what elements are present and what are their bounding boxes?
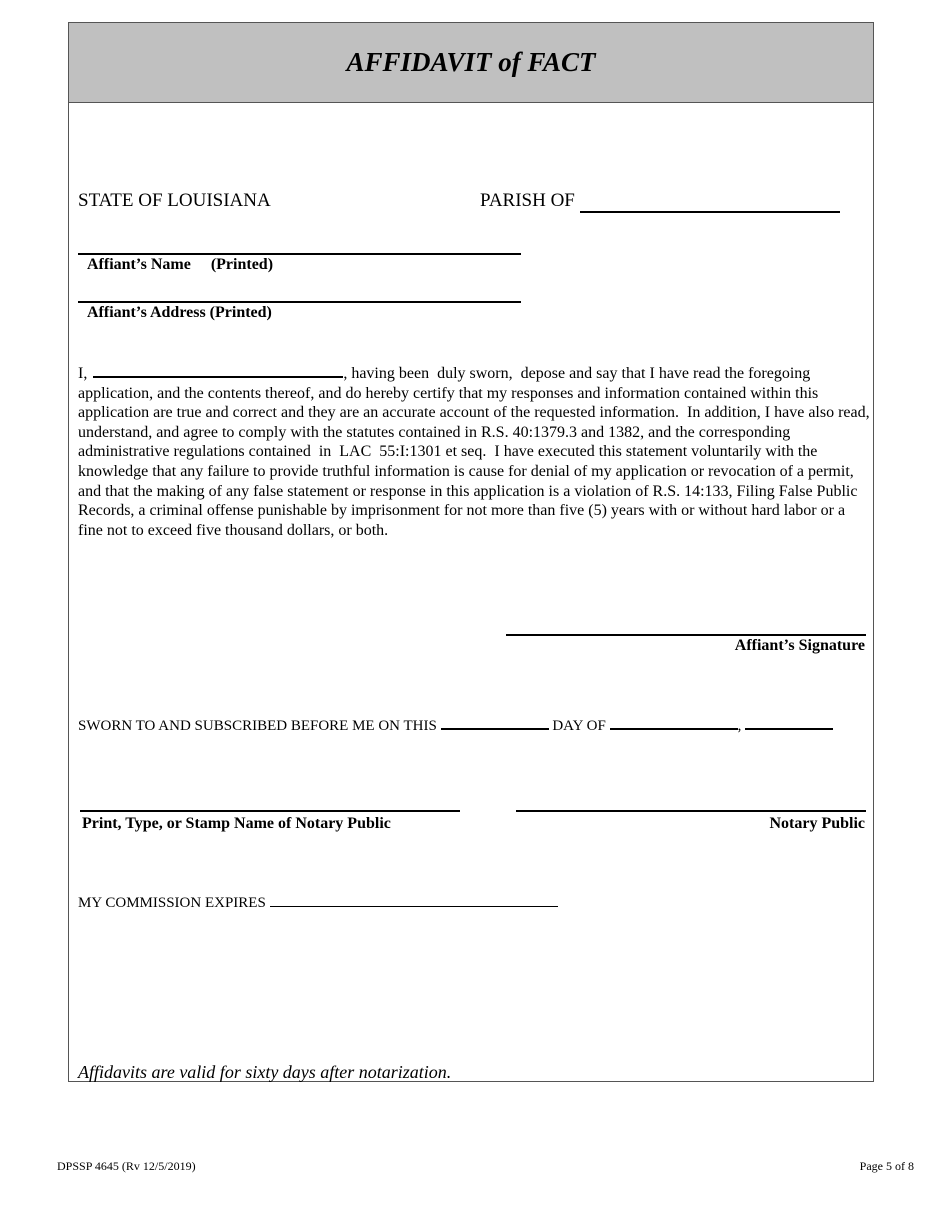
day-field[interactable] [441,716,549,730]
form-header [69,23,873,103]
comma: , [737,718,742,734]
page-title: AFFIDAVIT of FACT [346,47,596,77]
affiant-name-field[interactable] [78,253,521,255]
notary-name-label: Print, Type, or Stamp Name of Notary Public [82,815,391,832]
validity-note: Affidavits are valid for sixty days after notarization. [78,1062,452,1082]
notary-name-field[interactable] [80,810,460,812]
sworn-text: SWORN TO AND SUBSCRIBED BEFORE ME ON THIS [78,718,437,734]
sworn-statement [78,716,833,735]
page-number: Page 5 of 8 [859,1159,914,1173]
statement-body: , having been duly sworn, depose and say that I have read the foregoing application, and the contents thereof, and do hereby certify that my responses and information contained within this application are true and correct and they are an accurate account of the requested information. In addition, I have also read, understand, and agree to comply with the statutes contained in R.S. 40:1379.3 and 1382, and the corresponding administrative regulations contained in LAC 55:I:1301 et seq. I have executed this statement voluntarily with the knowledge that any failure to provide truthful information is cause for denial of my application or revocation of a permit, and that the making of any false statement or response in this application is a violation of R.S. 14:133, Filing False Public Records, a criminal offense punishable by imprisonment for not more than five (5) years with or without hard labor or a fine not to exceed five thousand dollars, or both. [78,365,874,539]
affiant-name-label: Affiant’s Name (Printed) [87,256,274,273]
affiant-signature-label: Affiant’s Signature [734,637,865,654]
affiant-signature-field[interactable] [506,634,866,636]
notary-signature-field[interactable] [516,810,866,812]
state-label: STATE OF LOUISIANA [78,190,271,211]
commission-row [78,894,558,912]
statement-name-field[interactable] [93,362,343,378]
day-of-text: DAY OF [552,718,606,734]
affiant-address-field[interactable] [78,301,521,303]
affiant-address-label: Affiant’s Address (Printed) [87,304,272,321]
month-field[interactable] [610,716,738,730]
commission-label: MY COMMISSION EXPIRES [78,895,266,911]
statement-prefix: I, [78,365,88,382]
parish-label: PARISH OF [480,190,575,211]
parish-field[interactable] [580,211,840,213]
affidavit-form [68,22,874,1082]
commission-expires-field[interactable] [270,894,558,907]
notary-public-label: Notary Public [769,815,865,832]
year-field[interactable] [745,716,833,730]
form-id: DPSSP 4645 (Rv 12/5/2019) [57,1159,196,1173]
statement-paragraph [78,362,874,540]
